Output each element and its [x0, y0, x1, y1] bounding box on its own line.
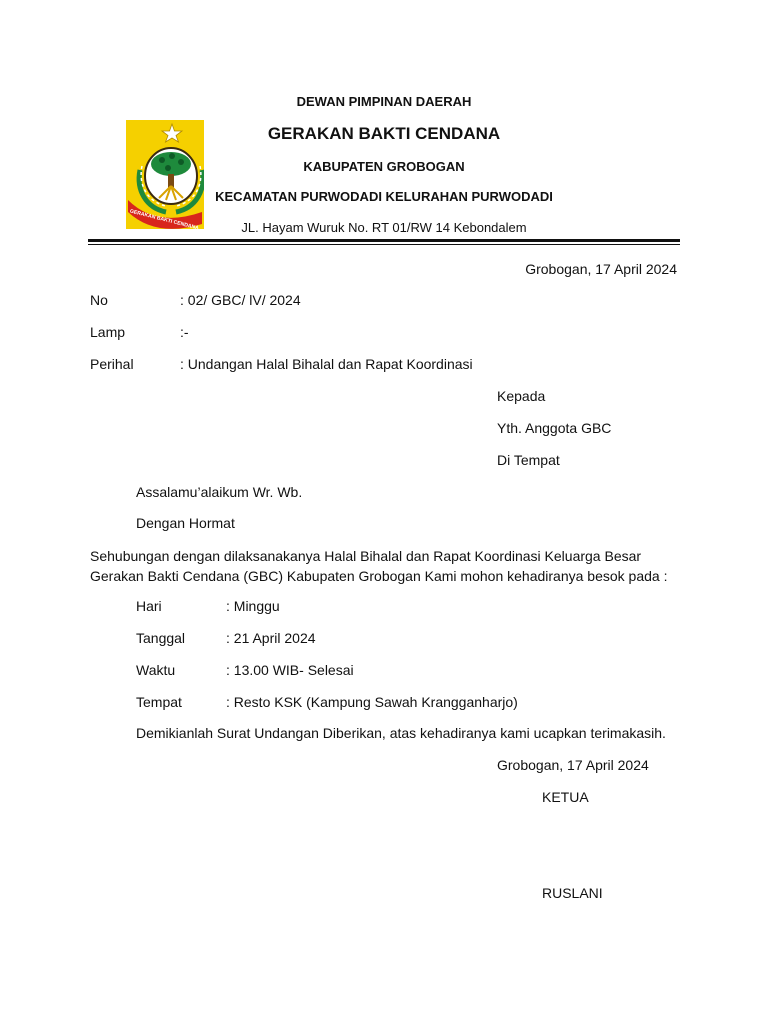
meta-label-no: No: [90, 292, 108, 308]
meta-label-lamp: Lamp: [90, 324, 126, 340]
meta-value-no: : 02/ GBC/ lV/ 2024: [180, 292, 301, 308]
district-line: KECAMATAN PURWODADI KELURAHAN PURWODADI: [215, 189, 553, 204]
body-paragraph: Sehubungan dengan dilaksanakanya Halal Bihalal dan Rapat Koordinasi Keluarga Besar Gerakan Bakti Cendana (GBC) Kabupaten Grobogan Kami mohon kehadiranya besok pada :: [90, 548, 668, 584]
closing-sentence: Demikianlah Surat Undangan Diberikan, atas kehadiranya kami ucapkan terimakasih.: [136, 725, 666, 741]
signature-place-date: Grobogan, 17 April 2024: [497, 757, 649, 773]
address-line: JL. Hayam Wuruk No. RT 01/RW 14 Kebondalem: [241, 220, 527, 235]
org-council-title: DEWAN PIMPINAN DAERAH: [296, 94, 472, 109]
logo-emblem-icon: [126, 120, 204, 229]
meta-value-perihal: : Undangan Halal Bihalal dan Rapat Koordinasi: [180, 356, 473, 372]
detail-value-waktu: : 13.00 WIB- Selesai: [226, 662, 354, 678]
greeting-salam: Assalamu’alaikum Wr. Wb.: [136, 484, 303, 500]
meta-value-lamp: :-: [180, 324, 189, 340]
detail-label-waktu: Waktu: [136, 662, 176, 678]
detail-label-tempat: Tempat: [136, 694, 182, 710]
meta-label-perihal: Perihal: [90, 356, 134, 372]
detail-label-tanggal: Tanggal: [136, 630, 186, 646]
recipient-line-1: Kepada: [497, 388, 546, 404]
greeting-hormat: Dengan Hormat: [136, 515, 235, 531]
detail-label-hari: Hari: [136, 598, 162, 614]
recipient-line-2: Yth. Anggota GBC: [497, 420, 612, 436]
organization-logo: [126, 120, 204, 229]
org-name: GERAKAN BAKTI CENDANA: [267, 124, 501, 143]
svg-text:GERAKAN BAKTI CENDANA: GERAKAN BAKTI CENDANA: [129, 208, 200, 229]
detail-value-tanggal: : 21 April 2024: [226, 630, 316, 646]
regency-line: KABUPATEN GROBOGAN: [303, 159, 465, 174]
signature-title: KETUA: [542, 789, 589, 805]
letter-date: Grobogan, 17 April 2024: [525, 261, 677, 277]
detail-value-hari: : Minggu: [226, 598, 280, 614]
signature-name: RUSLANI: [542, 885, 603, 901]
recipient-line-3: Di Tempat: [497, 452, 560, 468]
letterhead-divider-thick: [88, 239, 680, 242]
detail-value-tempat: : Resto KSK (Kampung Sawah Krangganharjo): [226, 694, 518, 710]
letterhead-divider-thin: [88, 244, 680, 245]
